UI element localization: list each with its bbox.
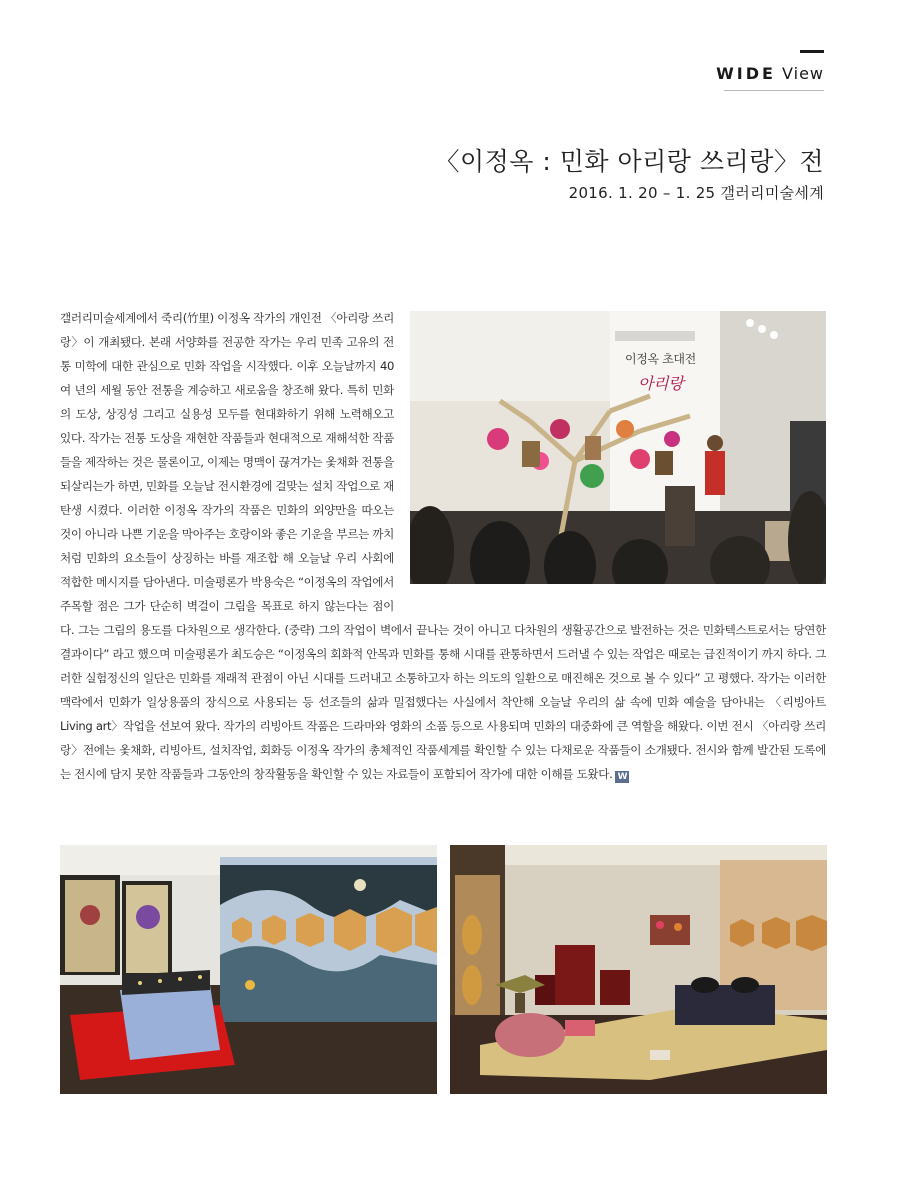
section-label: [716, 64, 824, 83]
folding-screen-installation-image: [60, 845, 437, 1094]
folding-screen-installation-photo: [60, 845, 437, 1094]
living-art-room-photo: [450, 845, 827, 1094]
section-label-bold: WIDE: [716, 64, 776, 83]
article-title: 〈이정옥 : 민화 아리랑 쓰리랑〉전: [434, 147, 824, 176]
article-body: [60, 306, 826, 786]
article-subtitle: 2016. 1. 20 – 1. 25 갤러리미술세계: [568, 184, 824, 202]
section-label-light: View: [782, 64, 824, 83]
living-art-room-image: [450, 845, 827, 1094]
article-body-text: 갤러리미술세계에서 죽리(竹里) 이정옥 작가의 개인전 〈아리랑 쓰리랑〉이 개최됐다. 본래 서양화를 전공한 작가는 우리 민족 고유의 전통 미학에 대한 관심으로 민화 작업을 시작했다. 이후 오늘날까지 40여 년의 세월 동안 전통을 계승하고 새로움을 창조해 왔다. 특히 민화의 도상, 상징성 그리고 실용성 모두를 현대화하기 위해 노력해오고 있다. 작가는 전통 도상을 재현한 작품들과 현대적으로 재해석한 작품들을 제작하는 것은 물론이고, 이제는 명맥이 끊겨가는 옻채화 전통을 되살리는가 하면, 민화를 오늘날 전시환경에 걸맞는 설치 작업으로 재탄생 시켰다. 이러한 이정옥 작가의 작품은 민화의 외양만을 따오는 것이 아니라 나쁜 기운을 막아주는 호랑이와 좋은 기운을 부르는 까치처럼 민화의 요소들이 상징하는 바를 재조합 해 오늘날 우리 사회에 적합한 메시지를 담아낸다. 미술평론가 박용숙은 “이정옥의 작업에서 주목할 점은 그가 단순히 벽걸이 그림을 목표로 하지 않는다는 점이다. 그는 그림의 용도를 다차원으로 생각한다. (중략) 그의 작업이 벽에서 끝나는 것이 아니고 다차원의 생활공간으로 발전하는 것은 민화텍스트로서는 당연한 결과이다” 라고 했으며 미술평론가 최도승은 “이정옥의 회화적 안목과 민화를 통해 시대를 관통하면서 드러낼 수 있는 작업은 때로는 급진적이기 까지 하다. 그러한 실험정신의 일단은 민화를 재래적 관점이 아닌 시대를 드러내고 소통하고자 하는 의도의 일환으로 매진해온 것으로 볼 수 있다” 고 평했다. 작가는 이러한 맥락에서 민화가 일상용품의 장식으로 사용되는 등 선조들의 삶과 밀접했다는 사실에서 착안해 오늘날 우리의 삶 속에 민화 예술을 담아내는 〈리빙아트 Living art〉작업을 선보여 왔다. 작가의 리빙아트 작품은 드라마와 영화의 소품 등으로 사용되며 민화의 대중화에 큰 역할을 해왔다. 이번 전시 〈아리랑 쓰리랑〉전에는 옻채화, 리빙아트, 설치작업, 회화등 이정옥 작가의 총체적인 작품세계를 확인할 수 있는 다채로운 작품들이 소개됐다. 전시와 함께 발간된 도록에는 전시에 담지 못한 작품들과 그동안의 창작활동을 확인할 수 있는 자료들이 포함되어 작가에 대한 이해를 도왔다.: [60, 311, 826, 781]
banner-title: 이정옥 초대전: [625, 352, 696, 366]
header-underline: [724, 90, 824, 91]
magazine-end-mark-icon: W: [615, 771, 629, 783]
exhibition-opening-photo: [410, 311, 826, 584]
exhibition-opening-photo-image: [410, 311, 826, 584]
banner-subtitle: 아리랑: [638, 374, 684, 393]
header-rule: [800, 50, 824, 53]
